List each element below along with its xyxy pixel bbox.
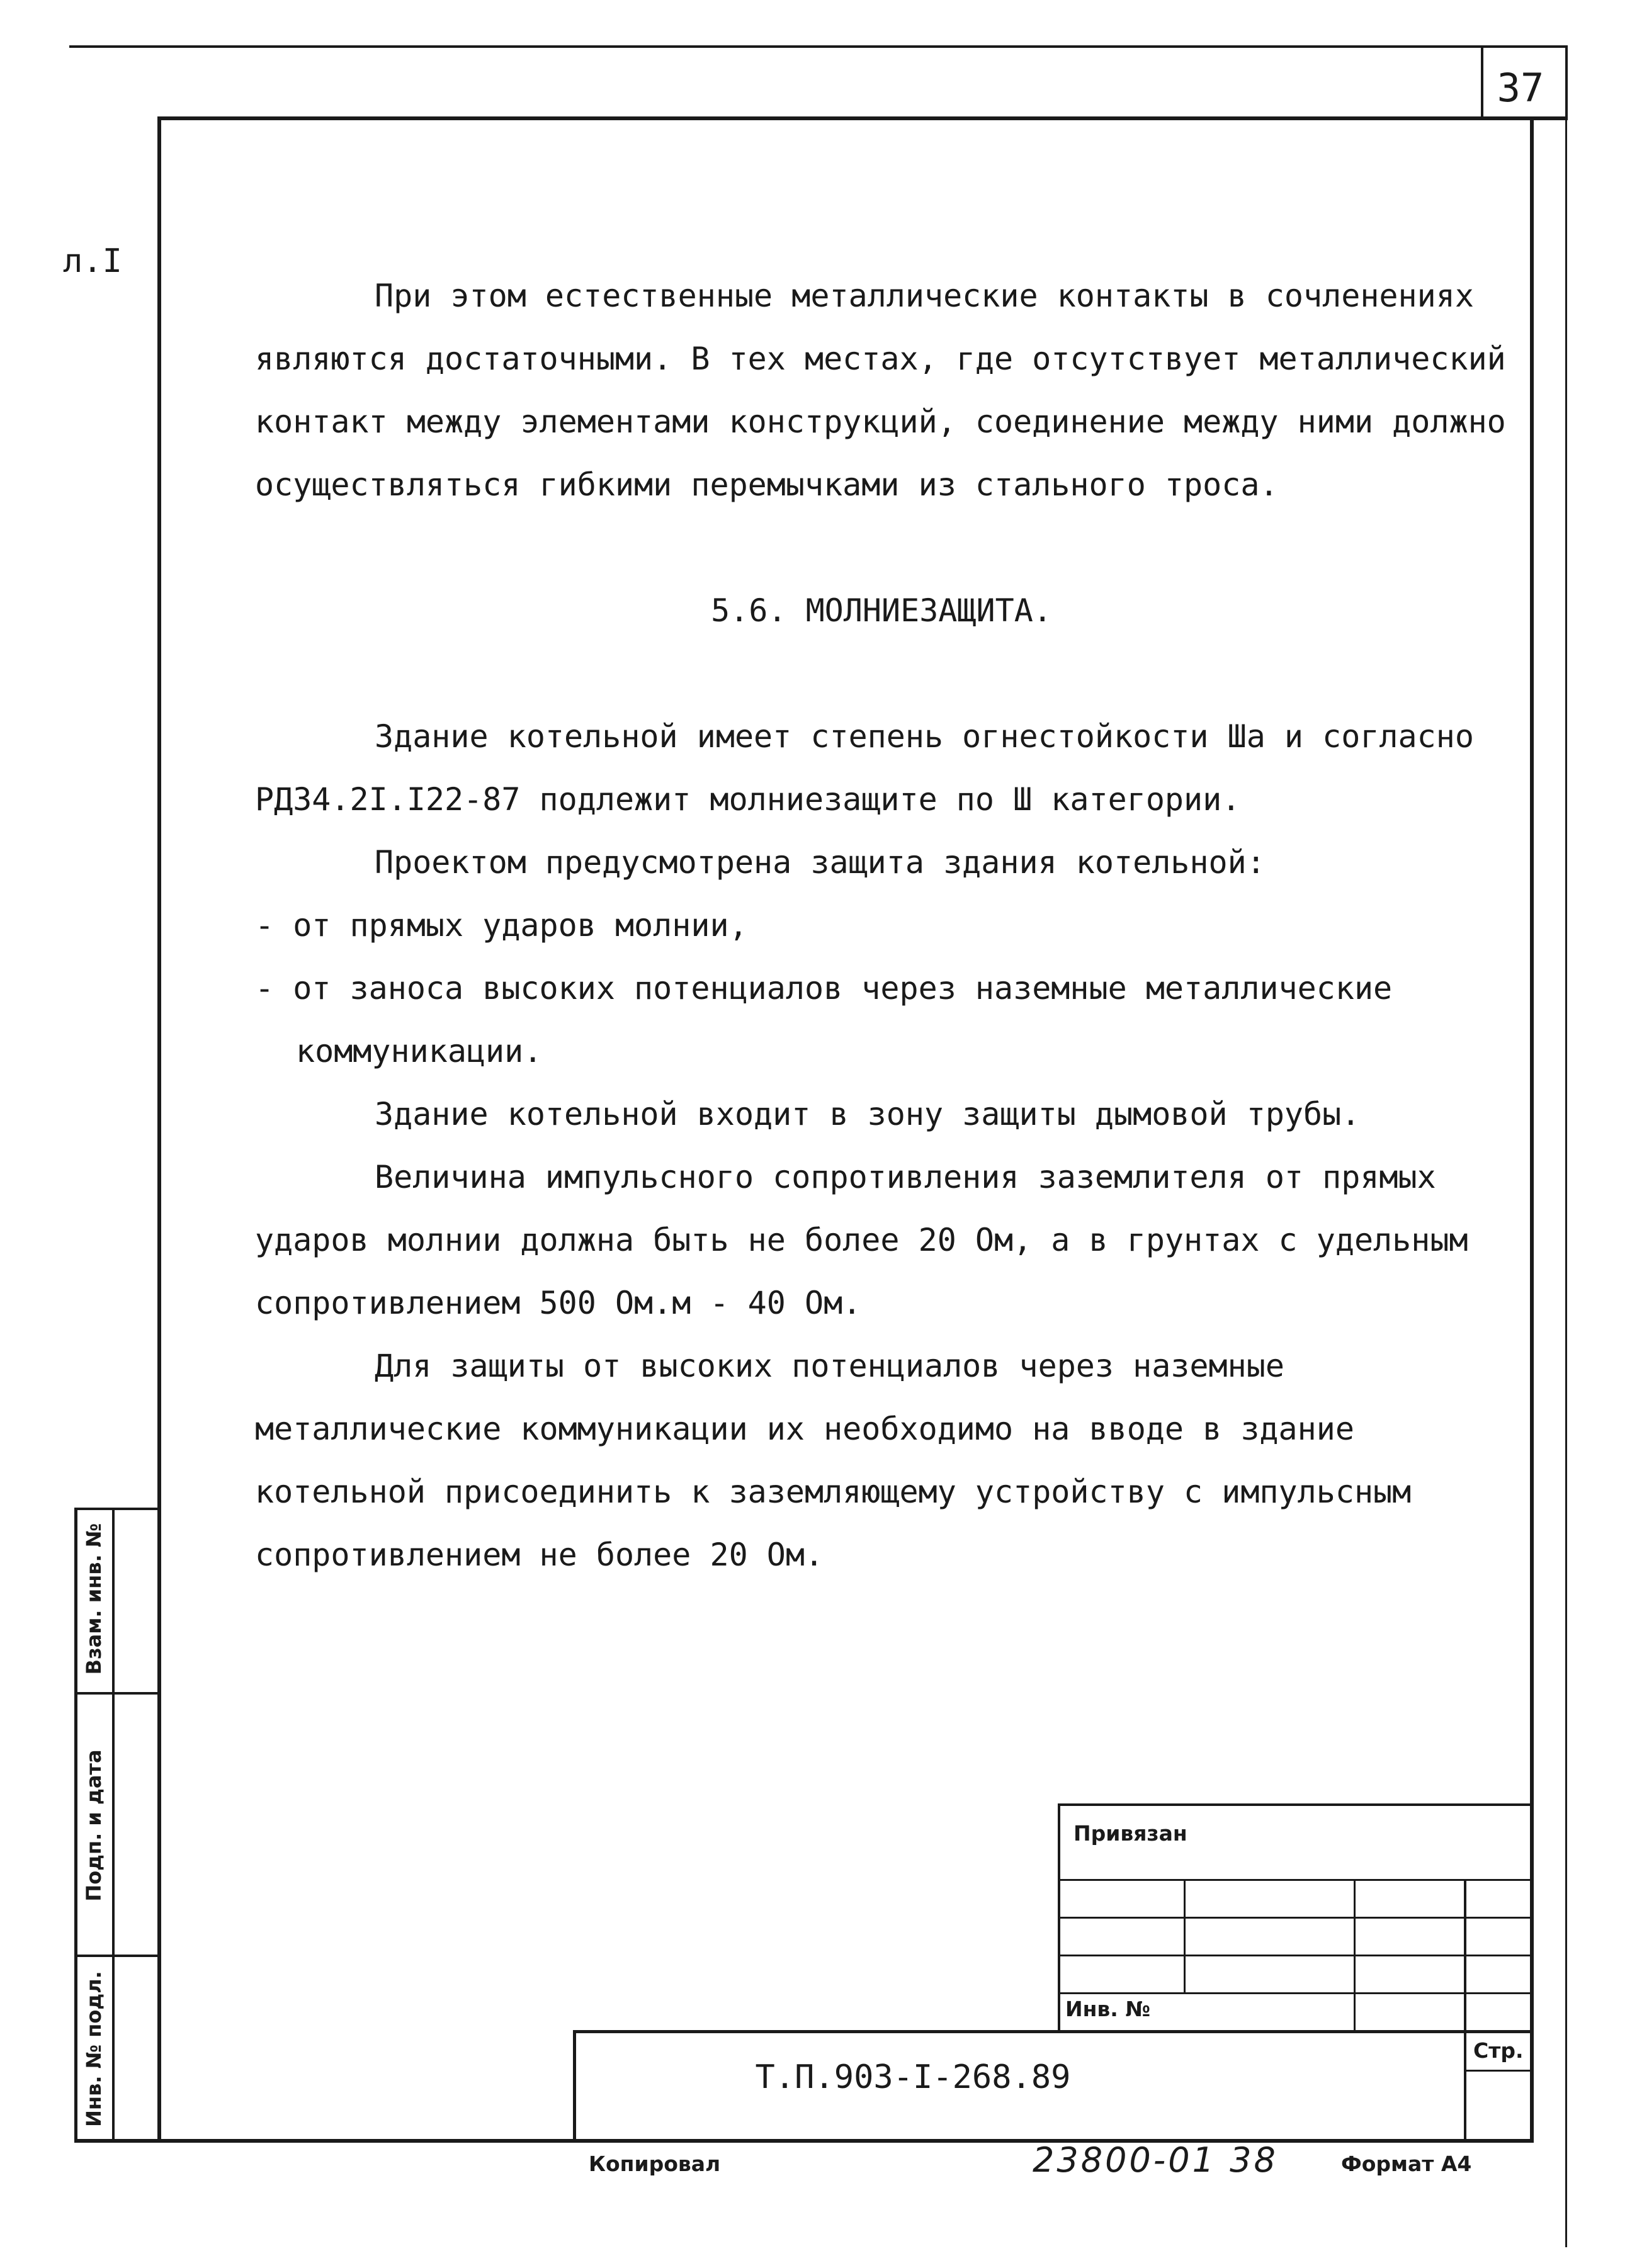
frame-right <box>1530 120 1534 2140</box>
tb-col1 <box>1184 1879 1186 1992</box>
paragraph-resistance: Величина импульсного сопротивления заземлителя от прямых ударов молнии должна быть не более 20 Ом, а в грунтах с удельным сопротивлением 500 Ом.м - 40 Ом. <box>255 1159 1468 1321</box>
paragraph-fire-resistance: Здание котельной имеет степень огнестойкости Шa и согласно РД34.2I.I22-87 подлежит молниезащите по Ш категории. <box>255 718 1474 818</box>
title-box-str-line <box>1464 2070 1534 2072</box>
paragraph-potentials: Для защиты от высоких потенциалов через наземные металлические коммуникации их необходимо на вводе в здание котельной присоединить к заземляющему устройству с импульсным сопротивлением не более 20 Ом. <box>255 1348 1412 1573</box>
paragraph-project: Проектом предусмотрена защита здания котельной: <box>375 844 1266 881</box>
paragraph-contacts: При этом естественные металлические контакты в сочленениях являются достаточными. В тех местах, где отсутствует металлический контакт между элементами конструкций, соединение между ними должно осуществляться гибкими перемычками из стального троса. <box>255 278 1506 503</box>
page-number-box-right <box>1565 45 1568 120</box>
tb-privyazan: Привязан <box>1073 1821 1187 1846</box>
tb-row3 <box>1058 1955 1534 1956</box>
top-rule <box>69 45 1568 48</box>
tb-col2 <box>1354 1879 1356 2030</box>
side-stamp-inv: Инв. № подл. <box>82 1971 106 2127</box>
frame-bottom <box>74 2139 1534 2143</box>
side-stamp-inner <box>112 1508 115 2142</box>
paragraph-zone: Здание котельной входит в зону защиты дымовой трубы. <box>375 1096 1361 1132</box>
side-stamp-div2 <box>74 1955 161 1957</box>
footer-format: Формат А4 <box>1341 2152 1472 2176</box>
frame-right-outer <box>1565 120 1567 2247</box>
title-box-top <box>573 2030 1534 2033</box>
side-stamp-div1 <box>74 1692 161 1695</box>
tb-row2 <box>1058 1917 1534 1919</box>
list-item: - от заноса высоких потенциалов через наземные металлические коммуникации. <box>255 970 1393 1069</box>
frame-top <box>157 116 1568 120</box>
list-item: - от прямых ударов молнии, <box>255 907 748 944</box>
side-stamp-left <box>74 1508 77 2142</box>
tb-row4 <box>1058 1992 1534 1994</box>
tb-row1 <box>1058 1879 1534 1881</box>
title-box-left <box>573 2030 576 2142</box>
body-text <box>255 264 1508 1586</box>
tb-outer-top <box>1058 1803 1534 1806</box>
section-heading: 5.6. МОЛНИЕЗАЩИТА. <box>711 592 1052 629</box>
side-stamp-vzam: Взам. инв. № <box>82 1523 106 1675</box>
tb-inv-no: Инв. № <box>1065 1997 1151 2021</box>
sheet-mark: л.I <box>63 242 122 280</box>
side-stamp-podp: Подп. и дата <box>82 1749 106 1902</box>
page-number: 37 <box>1497 65 1544 111</box>
footer-handwritten: 23800-01 38 <box>1033 2140 1278 2180</box>
frame-left <box>157 116 161 2142</box>
footer-kopiroval: Копировал <box>589 2152 721 2176</box>
document-code: Т.П.903-I-268.89 <box>755 2058 1071 2096</box>
tb-str: Стр. <box>1473 2038 1524 2063</box>
tb-col3 <box>1464 1879 1466 2142</box>
